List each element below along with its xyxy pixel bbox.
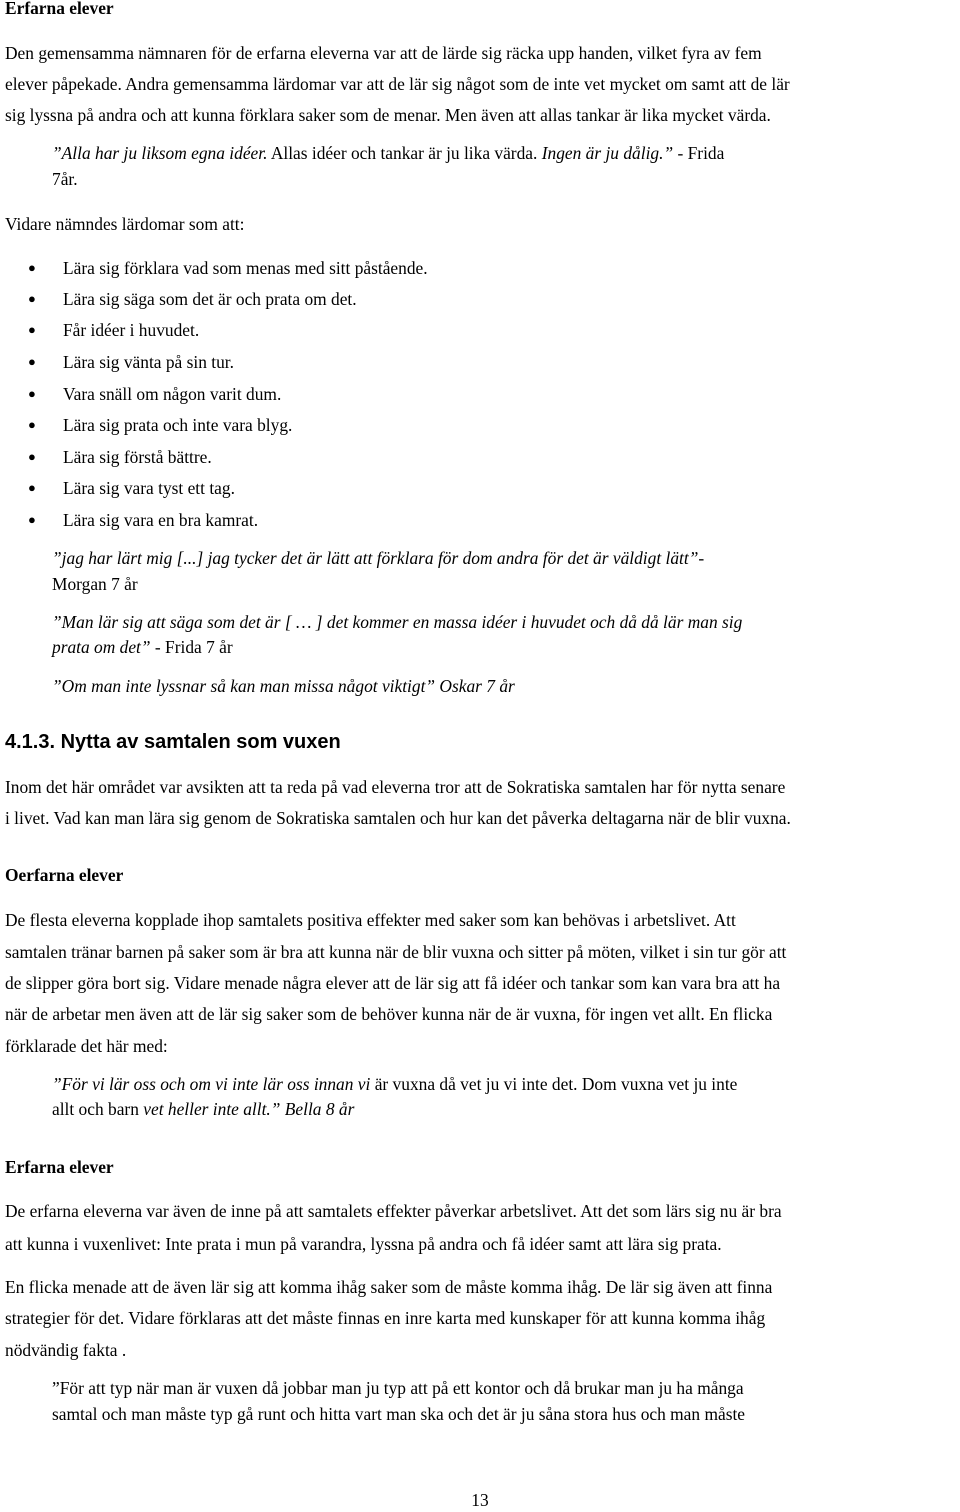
paragraph-line: Inom det här området var avsikten att ta reda på vad eleverna tror att de Sokratiska samtalen har för nytta senare	[5, 777, 786, 797]
bullet-icon: ●	[28, 449, 36, 464]
quote-line	[52, 1097, 354, 1121]
bullet-icon: ●	[28, 480, 36, 495]
bullet-icon: ●	[28, 512, 36, 527]
heading-experienced-students: Erfarna elever	[5, 1157, 114, 1177]
quote-italic: ”Alla har ju liksom egna idéer.	[52, 143, 268, 163]
quote-italic: ”Om man inte lyssnar så kan man missa något viktigt”	[52, 676, 436, 696]
quote-attribution: Morgan 7 år	[52, 574, 138, 594]
quote-line	[52, 546, 704, 570]
paragraph-line: sig lyssna på andra och att kunna förklara saker som de menar. Men även att allas tankar är lika mycket värda.	[5, 105, 771, 125]
paragraph-line: En flicka menade att de även lär sig att komma ihåg saker som de måste komma ihåg. De lär sig även att finna	[5, 1277, 773, 1297]
paragraph-line: när de arbetar men även att de lär sig saker som de behöver kunna när de är vuxna, för ingen vet allt. En flicka	[5, 1004, 773, 1024]
paragraph-line: att kunna i vuxenlivet: Inte prata i mun på varandra, lyssna på andra och få idéer samt att lära sig prata.	[5, 1234, 722, 1254]
list-intro: Vidare nämndes lärdomar som att:	[5, 214, 245, 234]
quote-text: är vuxna då vet ju vi inte det. Dom vuxna vet ju inte	[370, 1074, 738, 1094]
bullet-icon: ●	[28, 417, 36, 432]
paragraph-line: förklarade det här med:	[5, 1036, 168, 1056]
bullet-icon: ●	[28, 386, 36, 401]
quote-line	[52, 1072, 737, 1096]
bullet-icon: ●	[28, 322, 36, 337]
paragraph-line: De erfarna eleverna var även de inne på att samtalets effekter påverkar arbetslivet. Att det som lärs sig nu är bra	[5, 1201, 782, 1221]
quote-italic: ”För vi lär oss och om vi inte lär oss innan vi	[52, 1074, 371, 1094]
quote-line	[52, 610, 742, 634]
bullet-icon: ●	[28, 354, 36, 369]
quote-attribution: Oskar 7 år	[435, 676, 515, 696]
heading-experienced-students: Erfarna elever	[5, 0, 114, 18]
heading-inexperienced-students: Oerfarna elever	[5, 865, 124, 885]
quote-line: samtal och man måste typ gå runt och hitta vart man ska och det är ju såna stora hus och man måste	[52, 1404, 746, 1424]
paragraph-line: De flesta eleverna kopplade ihop samtalets positiva effekter med saker som kan behövas i arbetslivet. Att	[5, 910, 736, 930]
paragraph-line: Den gemensamma nämnaren för de erfarna eleverna var att de lärde sig räcka upp handen, vilket fyra av fem	[5, 43, 762, 63]
quote-line	[52, 674, 515, 698]
quote-attribution: - Frida	[673, 143, 725, 163]
section-heading: 4.1.3. Nytta av samtalen som vuxen	[5, 731, 341, 753]
quote-italic: ”jag har lärt mig [...] jag tycker det är lätt att förklara för dom andra för det är väldigt lätt”	[52, 548, 699, 568]
quote-dash: -	[698, 548, 705, 568]
quote-attribution: 7år.	[52, 169, 78, 189]
quote-italic: vet heller inte allt.” Bella 8 år	[138, 1099, 355, 1119]
paragraph-line: elever påpekade. Andra gemensamma lärdomar var att de lär sig något som de inte vet mycket om samt att de lär	[5, 74, 790, 94]
quote-italic: prata om det”	[52, 637, 151, 657]
document-page: Erfarna elever Den gemensamma nämnaren för de erfarna eleverna var att de lärde sig räcka upp handen, vilket fyra av fem elever påpekade. Andra gemensamma lärdomar var att de lär sig något som de inte vet mycket om samt att de lär sig lyssna på andra och att kunna förklara saker som de menar. Men även att allas tankar är lika mycket värda. ”Alla har ju liksom egna idéer. Allas idéer och tankar är ju lika värda. Ingen är ju dålig.” - Frida 7år. Vidare nämndes lärdomar som att: ● Lära sig förklara vad som menas med sitt påstående. ● Lära sig säga som det är och prata om det. ● Får idéer i huvudet. ● Lära sig vänta på sin tur. ● Vara snäll om någon varit dum. ● Lära sig prata och inte vara blyg. ● Lära sig förstå bättre. ● Lära sig vara tyst ett tag. ● Lära sig vara en bra kamrat. ”jag har lärt mig [...] jag tycker det är lätt att förklara för dom andra för det är väldigt lätt”- Morgan 7 år ”Man lär sig att säga som det är [ … ] det kommer en massa idéer i huvudet och då då lär man sig prata om det” - Frida 7 år ”Om man inte lyssnar så kan man missa något viktigt” Oskar 7 år 4.1.3. Nytta av samtalen som vuxen Inom det här området var avsikten att ta reda på vad eleverna tror att de Sokratiska samtalen har för nytta senare i livet. Vad kan man lära sig genom de Sokratiska samtalen och hur kan det påverka deltagarna när de blir vuxna. Oerfarna elever De flesta eleverna kopplade ihop samtalets positiva effekter med saker som kan behövas i arbetslivet. Att samtalen tränar barnen på saker som är bra att kunna när de blir vuxna och sitter på möten, vilket i sin tur gör att de slipper göra bort sig. Vidare menade några elever att de lär sig att få idéer och tankar som kan vara bra att ha när de arbetar men även att de lär sig saker som de behöver kunna när de är vuxna, för ingen vet allt. En flicka förklarade det här med: ”För vi lär oss och om vi inte lär oss innan vi är vuxna då vet ju vi inte det. Dom vuxna vet ju inte allt och barn vet heller inte allt.” Bella 8 år Erfarna elever De erfarna eleverna var även de inne på att samtalets effekter påverkar arbetslivet. Att det som lärs sig nu är bra att kunna i vuxenlivet: Inte prata i mun på varandra, lyssna på andra och få idéer samt att lära sig prata. En flicka menade att de även lär sig att komma ihåg saker som de måste komma ihåg. De lär sig även att finna strategier för det. Vidare förklaras att det måste finnas en inre karta med kunskaper för att kunna komma ihåg nödvändig fakta . ”För att typ när man är vuxen då jobbar man ju typ att på ett kontor och då brukar man ju ha många samtal och man måste typ gå runt och hitta vart man ska och det är ju såna stora hus och man måste 13	[0, 0, 960, 1511]
quote-line	[52, 141, 724, 165]
quote-text: Allas idéer och tankar är ju lika värda.	[267, 143, 542, 163]
paragraph-line: nödvändig fakta .	[5, 1340, 127, 1360]
paragraph-line: de slipper göra bort sig. Vidare menade några elever att de lär sig att få idéer och tankar som kan vara bra att ha	[5, 973, 781, 993]
page-number: 13	[471, 1490, 489, 1510]
quote-line: ”För att typ när man är vuxen då jobbar man ju typ att på ett kontor och då brukar man ju ha många	[52, 1378, 744, 1398]
quote-attribution: - Frida 7 år	[150, 637, 233, 657]
paragraph-line: i livet. Vad kan man lära sig genom de Sokratiska samtalen och hur kan det påverka deltagarna när de blir vuxna.	[5, 808, 791, 828]
quote-line	[52, 635, 233, 659]
paragraph-line: strategier för det. Vidare förklaras att det måste finnas en inre karta med kunskaper för att kunna komma ihåg	[5, 1308, 766, 1328]
bullet-icon: ●	[28, 291, 36, 306]
quote-text: allt och barn	[52, 1099, 139, 1119]
paragraph-line: samtalen tränar barnen på saker som är bra att kunna när de blir vuxna och sitter på möten, vilket i sin tur gör att	[5, 942, 787, 962]
quote-italic: ”Man lär sig att säga som det är [ … ] det kommer en massa idéer i huvudet och då då lär man sig	[52, 612, 743, 632]
quote-italic: Ingen är ju dålig.”	[541, 143, 674, 163]
bullet-icon: ●	[28, 260, 36, 275]
